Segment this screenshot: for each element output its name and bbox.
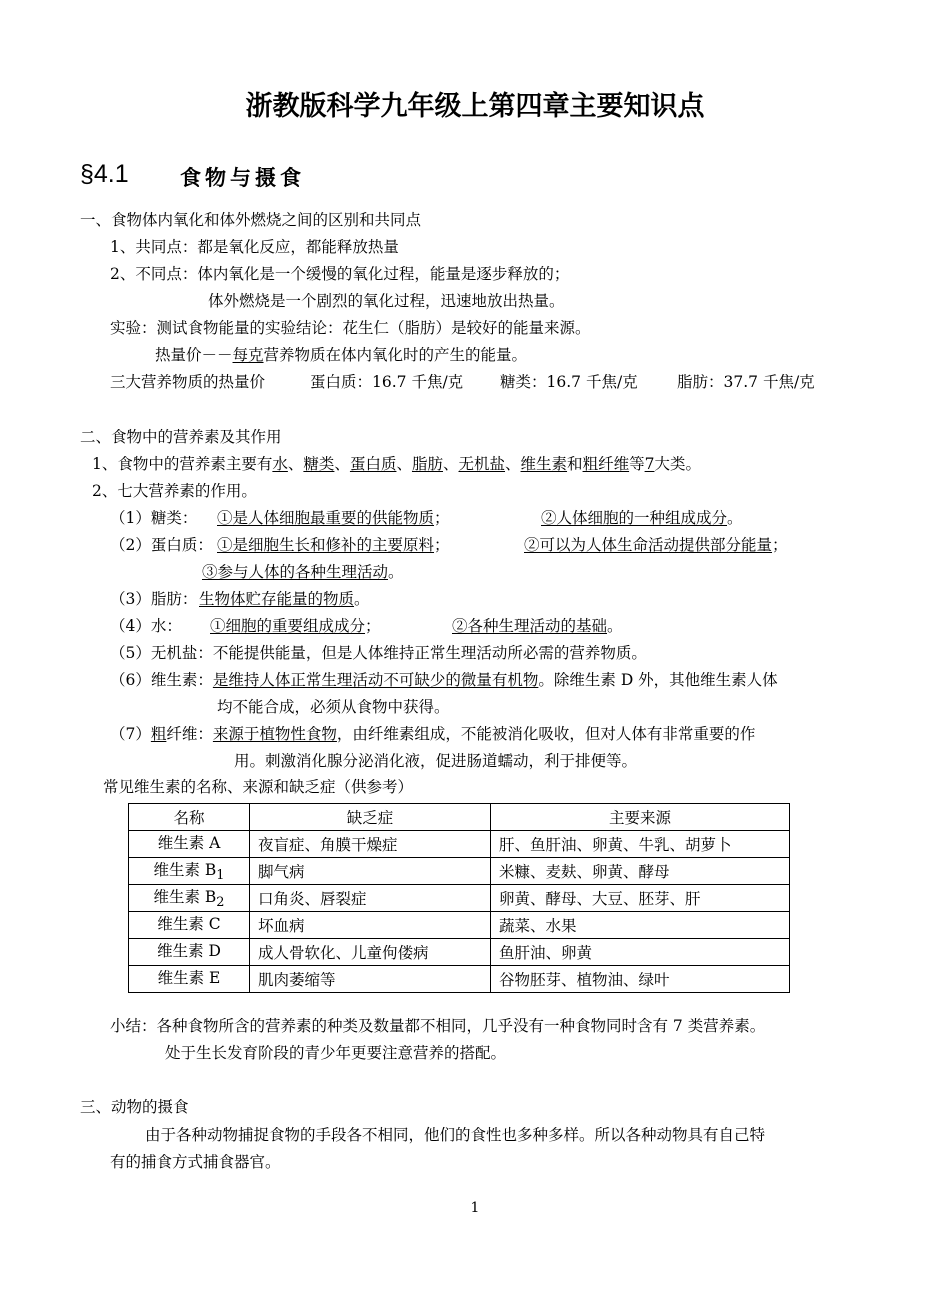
fat-role-text: 生物体贮存能量的物质 (199, 590, 355, 608)
table-row (129, 885, 790, 912)
header-name: 名称 (129, 804, 250, 831)
fat-heat: 脂肪：37.7 千焦/克 (677, 373, 815, 391)
table-header-row (129, 804, 790, 831)
nutrient-sugar: 糖类 (303, 455, 335, 473)
water-label: （4）水： (110, 617, 182, 635)
protein-heat: 蛋白质：16.7 千焦/克 (310, 373, 464, 391)
protein-role-c (202, 561, 404, 583)
section-title: 食物与摄食 (180, 165, 305, 190)
vitamin-name-text: 维生素 B (153, 888, 217, 907)
vitamin-name (129, 912, 250, 939)
period: 。 (388, 563, 404, 581)
period: 。 (354, 590, 370, 608)
part3-heading: 三、动物的摄食 (80, 1098, 189, 1116)
experiment-text: 实验：测试食物能量的实验结论：花生仁（脂肪）是较好的能量来源。 (110, 319, 591, 337)
separator: 、 (442, 455, 459, 473)
mineral-text: （5）无机盐：不能提供能量，但是人体维持正常生理活动所必需的营养物质。 (110, 644, 647, 662)
vitamin-label: （6）维生素： (110, 671, 213, 689)
summary-text-a: 小结：各种食物所含的营养素的种类及数量都不相同，几乎没有一种食物同时含有 7 类营养素。 (110, 1017, 766, 1035)
heat-value-prefix: 热量价－－ (155, 346, 233, 364)
vitamin-name (129, 885, 250, 912)
period: 。 (607, 617, 623, 635)
separator: 、 (505, 455, 521, 473)
semicolon: ； (434, 536, 450, 554)
part3-text-b: 有的捕食方式捕食器官。 (110, 1153, 281, 1171)
fiber-line (110, 723, 755, 745)
protein-role-a-text: ①是细胞生长和修补的主要原料 (217, 536, 435, 554)
sugar-heat: 糖类：16.7 千焦/克 (500, 373, 638, 391)
part2-heading: 二、食物中的营养素及其作用 (80, 428, 282, 446)
source-cell: 米糠、麦麸、卵黄、酵母 (491, 858, 790, 885)
vitamin-name-text: 维生素 E (157, 969, 221, 988)
difference-text-b: 体外燃烧是一个剧烈的氧化过程，迅速地放出热量。 (208, 292, 565, 310)
heat-value-suffix: 营养物质在体内氧化时的产生的能量。 (263, 346, 528, 364)
deficiency-cell: 坏血病 (250, 912, 491, 939)
summary-text-b: 处于生长发育阶段的青少年更要注意营养的搭配。 (165, 1044, 507, 1062)
source-cell: 谷物胚芽、植物油、绿叶 (491, 966, 790, 993)
source-cell: 肝、鱼肝油、卵黄、牛乳、胡萝卜 (491, 831, 790, 858)
table-row (129, 831, 790, 858)
water-role-b-text: ②各种生理活动的基础 (452, 617, 608, 635)
difference-text-a: 2、不同点：体内氧化是一个缓慢的氧化过程，能量是逐步释放的； (110, 265, 570, 283)
vitamin-name (129, 939, 250, 966)
separator: 、 (287, 455, 304, 473)
table-caption: 常见维生素的名称、来源和缺乏症（供参考） (103, 778, 414, 796)
sugar-role-a (217, 507, 450, 529)
vitamin-name (129, 966, 250, 993)
fiber-index: （7） (110, 725, 151, 743)
nutrient-vitamin: 维生素 (520, 455, 568, 473)
source-cell: 鱼肝油、卵黄 (491, 939, 790, 966)
deficiency-cell: 肌肉萎缩等 (250, 966, 491, 993)
similarity-text: 1、共同点：都是氧化反应，都能释放热量 (110, 238, 399, 256)
vitamin-name-text: 维生素 A (157, 834, 221, 853)
nutrient-mineral: 无机盐 (458, 455, 506, 473)
vitamin-name-text: 维生素 C (157, 915, 221, 934)
semicolon: ； (434, 509, 450, 527)
nutrient-protein: 蛋白质 (349, 455, 397, 473)
heat-value-line (155, 344, 527, 366)
fat-role (199, 588, 370, 610)
nutrient-fat: 脂肪 (411, 455, 443, 473)
item2-text: 2、七大营养素的作用。 (92, 482, 257, 500)
part3-text-a: 由于各种动物捕捉食物的手段各不相同，他们的食性也多种多样。所以各种动物具有自己特 (145, 1126, 766, 1144)
nutrient-water: 水 (272, 455, 288, 473)
table-row (129, 912, 790, 939)
three-nutrients-label: 三大营养物质的热量价 (110, 373, 266, 391)
deficiency-cell: 成人骨软化、儿童佝偻病 (250, 939, 491, 966)
heat-value-underlined: 每克 (232, 346, 264, 364)
table-row (129, 858, 790, 885)
table-row (129, 966, 790, 993)
page-number: 1 (470, 1200, 480, 1216)
deficiency-cell: 口角炎、唇裂症 (250, 885, 491, 912)
document-title: 浙教版科学九年级上第四章主要知识点 (245, 91, 705, 122)
vitamin-subscript: 2 (216, 895, 225, 911)
vitamin-name (129, 858, 250, 885)
sugar-role-b-text: ②人体细胞的一种组成成分 (541, 509, 728, 527)
period: 。 (727, 509, 743, 527)
water-role-a (210, 615, 381, 637)
conjunction: 和 (567, 455, 583, 473)
nutrients-prefix: 1、食物中的营养素主要有 (92, 455, 273, 473)
protein-role-b (524, 534, 788, 556)
water-role-a-text: ①细胞的重要组成成分 (210, 617, 366, 635)
protein-label: （2）蛋白质： (110, 536, 213, 554)
vitamin-role: 是维持人体正常生理活动不可缺少的微量有机物 (212, 671, 539, 689)
water-role-b (452, 615, 623, 637)
source-cell: 蔬菜、水果 (491, 912, 790, 939)
sugar-role-a-text: ①是人体细胞最重要的供能物质 (217, 509, 435, 527)
vitamin-name-text: 维生素 B (153, 861, 217, 880)
vitamin-note-cont: 均不能合成，必须从食物中获得。 (217, 698, 450, 716)
category-word: 大类。 (654, 455, 701, 473)
part1-heading: 一、食物体内氧化和体外燃烧之间的区别和共同点 (80, 211, 422, 229)
semicolon: ； (365, 617, 381, 635)
sugar-role-b (541, 507, 743, 529)
vitamin-table (128, 803, 790, 993)
semicolon: ； (772, 536, 788, 554)
etc-word: 等 (629, 455, 645, 473)
vitamin-subscript: 1 (216, 868, 225, 884)
sugar-label: （1）糖类： (110, 509, 198, 527)
separator: 、 (334, 455, 350, 473)
deficiency-cell: 脚气病 (250, 858, 491, 885)
fiber-source: 来源于植物性食物 (212, 725, 337, 743)
vitamin-name (129, 831, 250, 858)
deficiency-cell: 夜盲症、角膜干燥症 (250, 831, 491, 858)
vitamin-name-text: 维生素 D (157, 942, 221, 961)
table-row (129, 939, 790, 966)
source-cell: 卵黄、酵母、大豆、胚芽、肝 (491, 885, 790, 912)
fiber-coarse: 粗 (150, 725, 167, 743)
section-number: §4.1 (80, 160, 129, 188)
nutrients-line (92, 453, 701, 475)
fiber-note-cont: 用。刺激消化腺分泌消化液，促进肠道蠕动，利于排便等。 (234, 752, 638, 770)
protein-role-c-text: ③参与人体的各种生理活动 (202, 563, 389, 581)
header-deficiency: 缺乏症 (250, 804, 491, 831)
vitamin-note: 。除维生素 D 外，其他维生素人体 (538, 671, 778, 689)
protein-role-b-text: ②可以为人体生命活动提供部分能量 (524, 536, 773, 554)
separator: 、 (396, 455, 412, 473)
vitamin-line (110, 669, 778, 691)
protein-role-a (217, 534, 450, 556)
fiber-label: 纤维： (166, 725, 213, 743)
header-source: 主要来源 (491, 804, 790, 831)
nutrient-count: 7 (644, 455, 655, 473)
fat-label: （3）脂肪： (110, 590, 198, 608)
nutrient-fiber: 粗纤维 (582, 455, 630, 473)
fiber-note: ，由纤维素组成，不能被消化吸收，但对人体有非常重要的作 (336, 725, 756, 743)
